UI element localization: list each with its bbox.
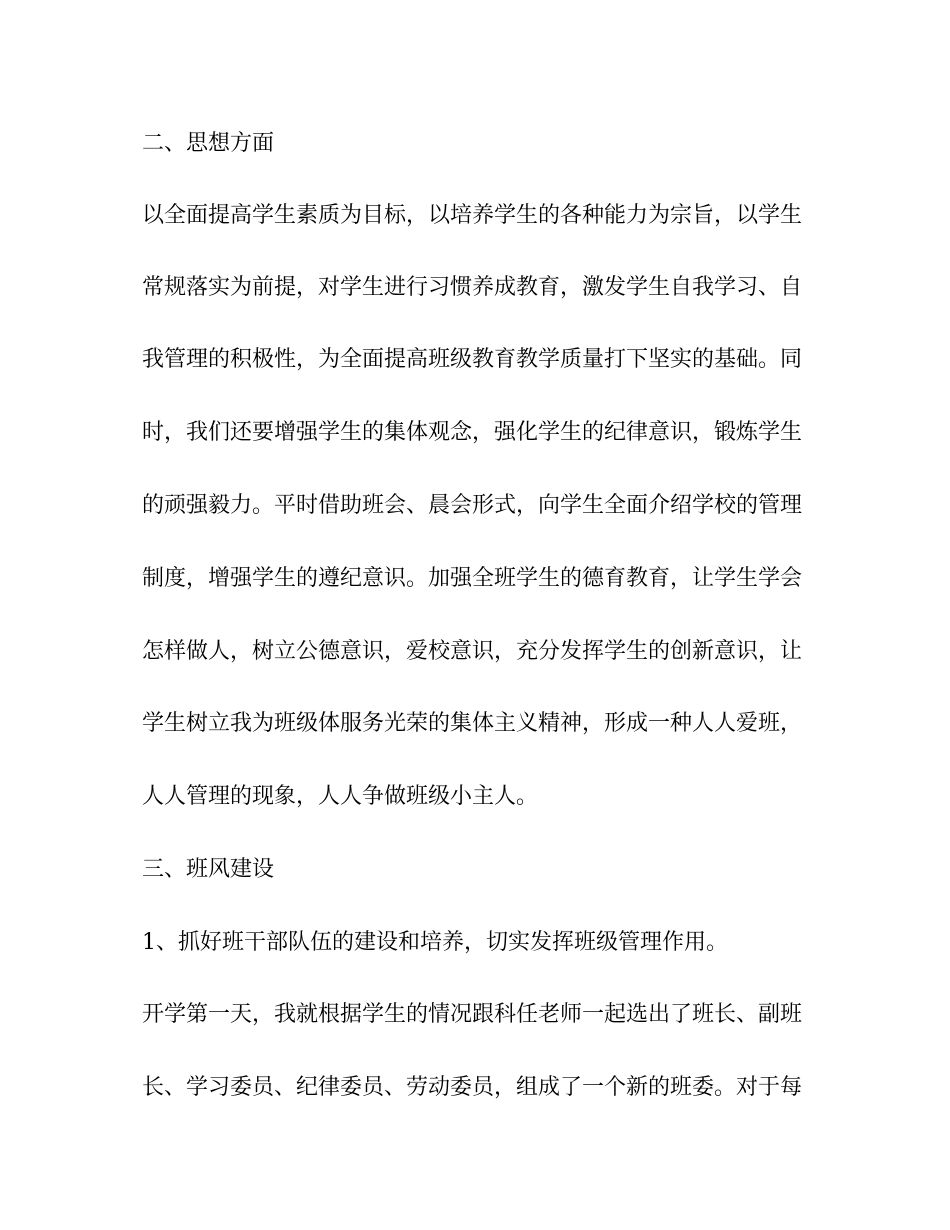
- section-heading-class-style: 三、班风建设: [142, 857, 275, 882]
- paragraph-line: 以全面提高学生素质为目标，以培养学生的各种能力为宗旨，以学生: [142, 203, 803, 228]
- subsection-heading: 1、抓好班干部队伍的建设和培养，切实发挥班级管理作用。: [142, 930, 728, 955]
- paragraph-line: 制度，增强学生的遵纪意识。加强全班学生的德育教育，让学生学会: [142, 566, 803, 591]
- paragraph-line: 长、学习委员、纪律委员、劳动委员，组成了一个新的班委。对于每: [142, 1075, 803, 1100]
- paragraph-line: 开学第一天，我就根据学生的情况跟科任老师一起选出了班长、副班: [142, 1002, 803, 1027]
- paragraph-line: 常规落实为前提，对学生进行习惯养成教育，激发学生自我学习、自: [142, 275, 803, 300]
- section-heading-ideology: 二、思想方面: [142, 131, 275, 156]
- paragraph-line: 学生树立我为班级体服务光荣的集体主义精神，形成一种人人爱班，: [142, 711, 803, 736]
- paragraph-line: 的顽强毅力。平时借助班会、晨会形式，向学生全面介绍学校的管理: [142, 493, 803, 518]
- paragraph-line: 怎样做人，树立公德意识，爱校意识，充分发挥学生的创新意识，让: [142, 639, 803, 664]
- paragraph-line: 人人管理的现象，人人争做班级小主人。: [142, 784, 539, 809]
- paragraph-line: 我管理的积极性，为全面提高班级教育教学质量打下坚实的基础。同: [142, 347, 803, 372]
- paragraph-line: 时，我们还要增强学生的集体观念，强化学生的纪律意识，锻炼学生: [142, 420, 803, 445]
